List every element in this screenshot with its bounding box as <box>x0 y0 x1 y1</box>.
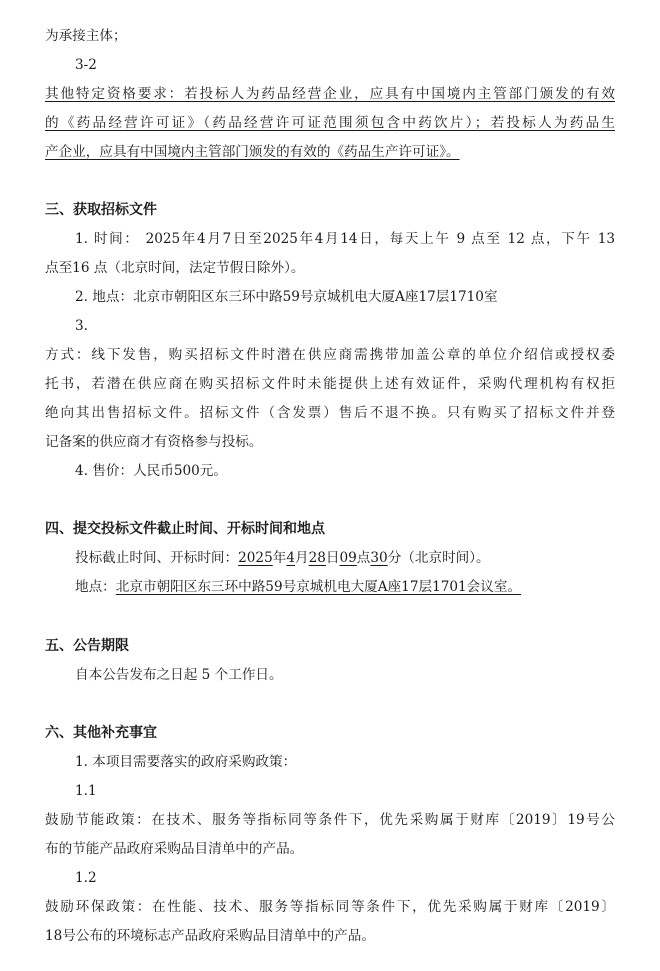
venue-label: 地点： <box>75 579 116 595</box>
section-heading-5: 五、公告期限 <box>45 638 129 654</box>
energy-policy-line-1: 鼓励节能政策：在技术、服务等指标同等条件下，优先采购属于财库〔2019〕19号公 <box>45 812 615 828</box>
deadline-month: 4 <box>286 550 295 566</box>
method-line-3: 绝向其出售招标文件。招标文件（含发票）售后不退不换。只有购买了招标文件并登 <box>45 405 615 421</box>
section-heading-6: 六、其他补充事宜 <box>45 725 157 741</box>
qualification-line-1: 其他特定资格要求：若投标人为药品经营企业，应具有中国境内主管部门颁发的有效 <box>45 86 615 102</box>
hour-unit: 点 <box>356 550 371 566</box>
section-heading-4: 四、提交投标文件截止时间、开标时间和地点 <box>45 521 325 537</box>
method-line-2: 托书，若潜在供应商在购买招标文件时未能提供上述有效证件，采购代理机构有权拒 <box>45 376 615 392</box>
venue-address: 北京市朝阳区东三环中路59号京城机电大厦A座17层1701会议室。 <box>115 579 522 595</box>
deadline-line <box>75 548 490 568</box>
deadline-day: 28 <box>308 550 326 566</box>
notice-period-text: 自本公告发布之日起 5 个工作日。 <box>75 667 283 683</box>
qualification-line-2: 的《药品经营许可证》（药品经营许可证范围须包含中药饮片）；若投标人为药品生 <box>45 115 615 131</box>
year-unit: 年 <box>272 550 287 566</box>
deadline-label: 投标截止时间、开标时间： <box>75 550 239 566</box>
deadline-tail: 分（北京时间）。 <box>387 550 490 566</box>
text-line: 为承接主体； <box>45 28 127 44</box>
item-number: 1.2 <box>75 870 97 886</box>
section-heading-3: 三、获取招标文件 <box>45 202 157 218</box>
price-line: 4. 售价：人民币500元。 <box>75 463 227 479</box>
day-unit: 日 <box>325 550 340 566</box>
env-policy-line-1: 鼓励环保政策：在性能、技术、服务等指标同等条件下，优先采购属于财库〔2019〕 <box>45 899 615 915</box>
qualification-line-3: 产企业，应具有中国境内主管部门颁发的有效的《药品生产许可证》。 <box>45 144 460 160</box>
deadline-hour: 09 <box>339 550 357 566</box>
method-line-4: 记备案的供应商才有资格参与投标。 <box>45 434 263 450</box>
deadline-minute: 30 <box>370 550 388 566</box>
month-unit: 月 <box>294 550 309 566</box>
policy-intro: 1. 本项目需要落实的政府采购政策： <box>75 754 297 770</box>
deadline-year: 2025 <box>238 550 273 566</box>
item-number: 1.1 <box>75 783 97 799</box>
item-number: 3-2 <box>75 57 97 73</box>
time-line-2: 点至16 点（北京时间，法定节假日除外）。 <box>45 260 305 276</box>
energy-policy-line-2: 布的节能产品政府采购品目清单中的产品。 <box>45 841 304 857</box>
place-line: 2. 地点：北京市朝阳区东三环中路59号京城机电大厦A座17层1710室 <box>75 289 498 305</box>
item-number: 3. <box>75 318 88 334</box>
time-line-1: 1. 时间： 2025年4月7日至2025年4月14日，每天上午 9 点至 12 点，下午 13 <box>75 231 615 247</box>
env-policy-line-2: 18号公布的环境标志产品政府采购品目清单中的产品。 <box>45 928 375 944</box>
method-line-1: 方式：线下发售，购买招标文件时潜在供应商需携带加盖公章的单位介绍信或授权委 <box>45 347 615 363</box>
venue-line <box>75 577 521 597</box>
